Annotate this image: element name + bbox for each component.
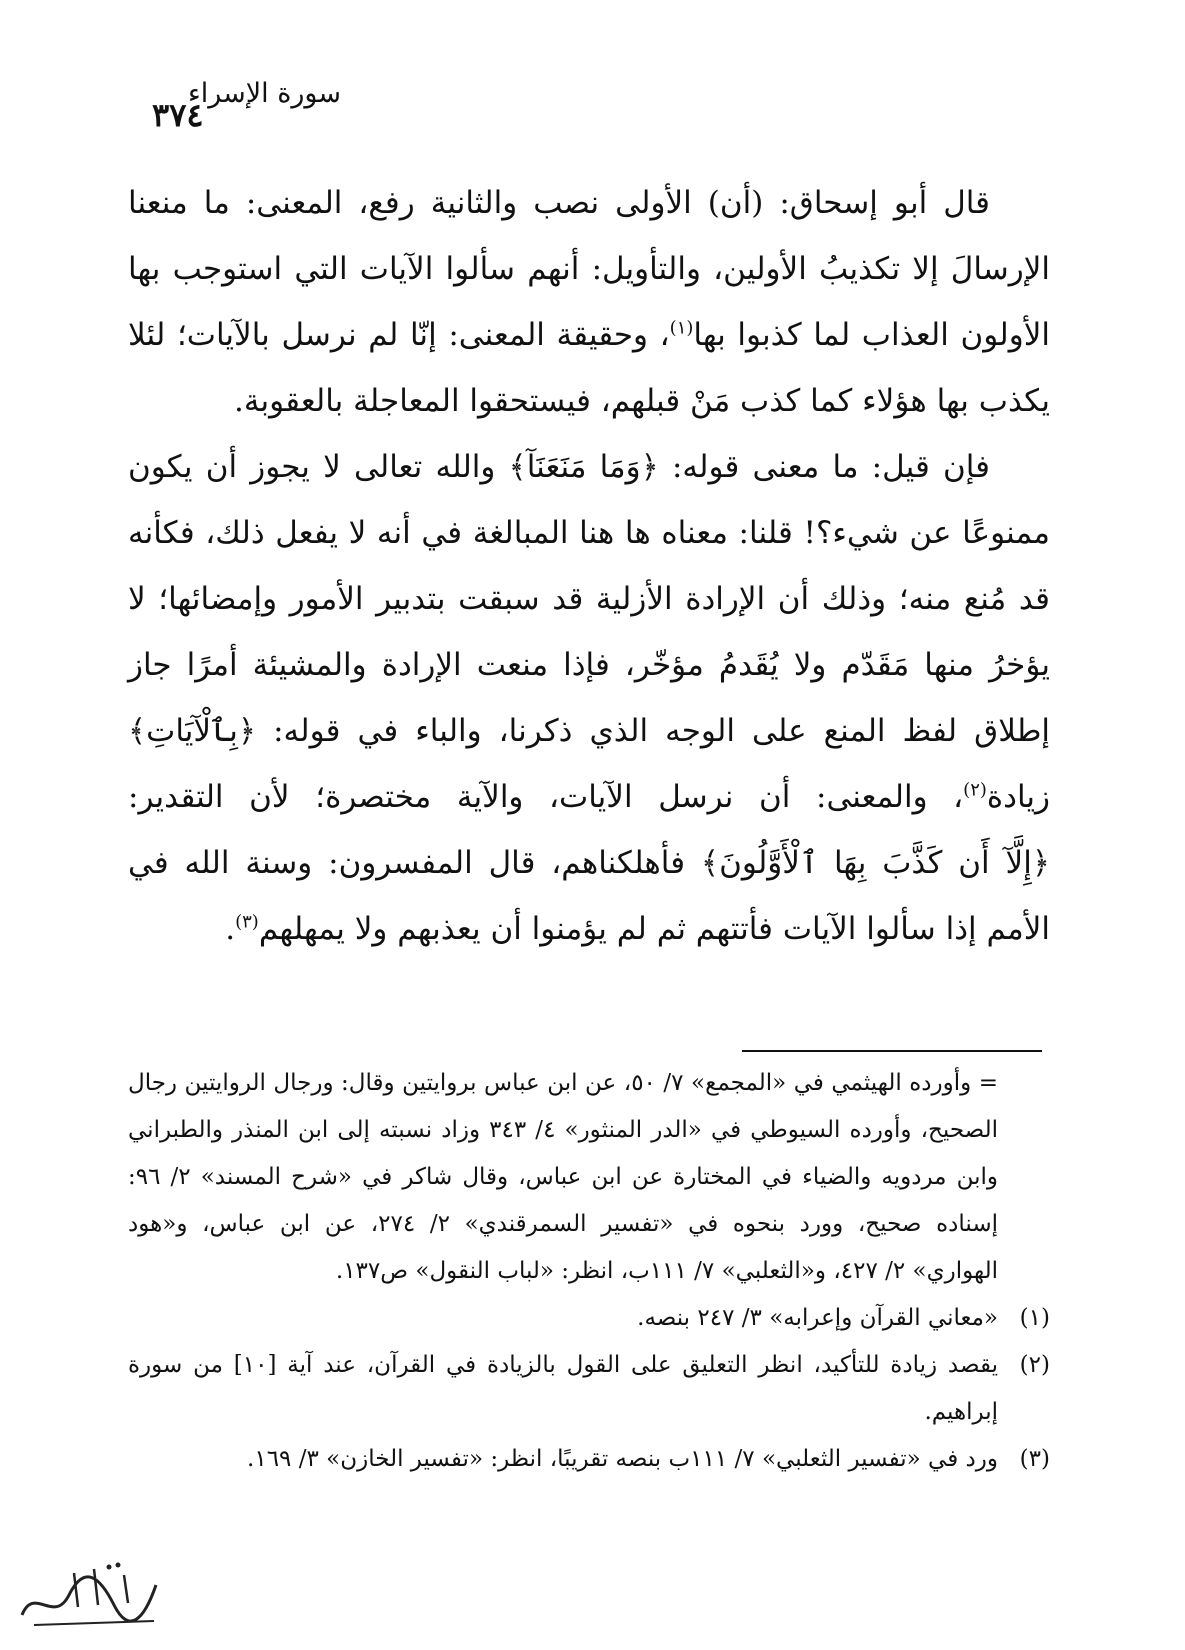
quran-quote-1: ﴿وَمَا مَنَعَنَآ﴾ bbox=[508, 449, 659, 485]
paragraph-1 bbox=[128, 170, 1050, 434]
footnote-item bbox=[128, 1342, 1050, 1436]
paragraph-2-text-d: ، والمعنى: أن نرسل الآيات، والآية مختصرة؛ لأن التقدير: bbox=[128, 779, 964, 815]
main-text bbox=[128, 170, 1050, 962]
paragraph-2-text-a: فإن قيل: ما معنى قوله: bbox=[658, 449, 990, 485]
running-header-surah-title: سورة الإسراء bbox=[188, 78, 341, 109]
watermark-logo bbox=[14, 1555, 164, 1635]
footnote-item bbox=[128, 1436, 1050, 1483]
footnote-continuation: = وأورده الهيثمي في «المجمع» ٧/ ٥٠، عن ابن عباس بروايتين وقال: ورجال الروايتين رجال الصحيح، وأورده السيوطي في «الدر المنثور» ٤/ ٣٤٣ وزاد نسبته إلى ابن المنذر والطبراني وابن مردويه والضياء في المختارة عن ابن عباس، وقال شاكر في «شرح المسند» ٢/ ٩٦: إسناده صحيح، وورد بنحوه في «تفسير السمرقندي» ٢/ ٢٧٤، عن ابن عباس، و«هود الهواري» ٢/ ٤٢٧، و«الثعلبي» ٧/ ١١١ب، انظر: «لباب النقول» ص١٣٧. bbox=[128, 1070, 999, 1284]
footnote-ref-3: (٣) bbox=[235, 911, 259, 933]
paragraph-2 bbox=[128, 434, 1050, 962]
footnote-text: يقصد زيادة للتأكيد، انظر التعليق على القول بالزيادة في القرآن، عند آية [١٠] من سورة إبراهيم. bbox=[128, 1352, 998, 1425]
footnote-number: (١) bbox=[1019, 1305, 1050, 1331]
page-number: ٣٧٤ bbox=[152, 96, 204, 134]
paragraph-1-text-b: ، وحقيقة المعنى: إنّا لم نرسل بالآيات؛ لئلا يكذب بها هؤلاء كما كذب مَنْ قبلهم، فيستحقوا المعاجلة بالعقوبة. bbox=[128, 317, 1050, 419]
footnote-ref-1: (١) bbox=[669, 317, 694, 339]
paragraph-2-text-c: زيادة bbox=[986, 779, 1050, 815]
footnotes bbox=[128, 1060, 1050, 1483]
footnote-number: (٣) bbox=[1019, 1446, 1050, 1472]
quran-quote-3: ﴿إِلَّآ أَن كَذَّبَ بِهَا ٱلْأَوَّلُونَ﴾ bbox=[700, 845, 1050, 881]
footnote-text: «معاني القرآن وإعرابه» ٣/ ٢٤٧ بنصه. bbox=[637, 1305, 998, 1331]
footnote-text: ورد في «تفسير الثعلبي» ٧/ ١١١ب بنصه تقريبًا، انظر: «تفسير الخازن» ٣/ ١٦٩. bbox=[247, 1446, 998, 1472]
paragraph-2-text-e: فأهلكناهم، قال المفسرون: وسنة الله في الأمم إذا سألوا الآيات فأتتهم ثم لم يؤمنوا أن يعذبهم ولا يمهلهم bbox=[128, 845, 1050, 947]
paragraph-2-end: . bbox=[225, 911, 236, 947]
footnote-item bbox=[128, 1295, 1050, 1342]
paragraph-2-text-b: والله تعالى لا يجوز أن يكون ممنوعًا عن شيء؟! قلنا: معناه ها هنا المبالغة في أنه لا يفعل ذلك، فكأنه قد مُنع منه؛ وذلك أن الإرادة الأزلية قد سبقت بتدبير الأمور وإمضائها؛ لا يؤخرُ منها مَقَدّم ولا يُقَدمُ مؤخّر، فإذا منعت الإرادة والمشيئة أمرًا جاز إطلاق لفظ المنع على الوجه الذي ذكرنا، والباء في قوله: bbox=[128, 449, 1050, 749]
footnote-number: (٢) bbox=[1019, 1352, 1050, 1378]
quran-quote-2: ﴿بِٱلْآيَاتِ﴾ bbox=[128, 713, 257, 749]
paragraph-1-text-a: قال أبو إسحاق: (أن) الأولى نصب والثانية رفع، المعنى: ما منعنا الإرسالَ إلا تكذيبُ الأولين، والتأويل: أنهم سألوا الآيات التي استوجب بها الأولون العذاب لما كذبوا بها bbox=[128, 185, 1051, 353]
footnote-separator bbox=[742, 1050, 1042, 1052]
footnote-ref-2: (٢) bbox=[963, 779, 987, 801]
